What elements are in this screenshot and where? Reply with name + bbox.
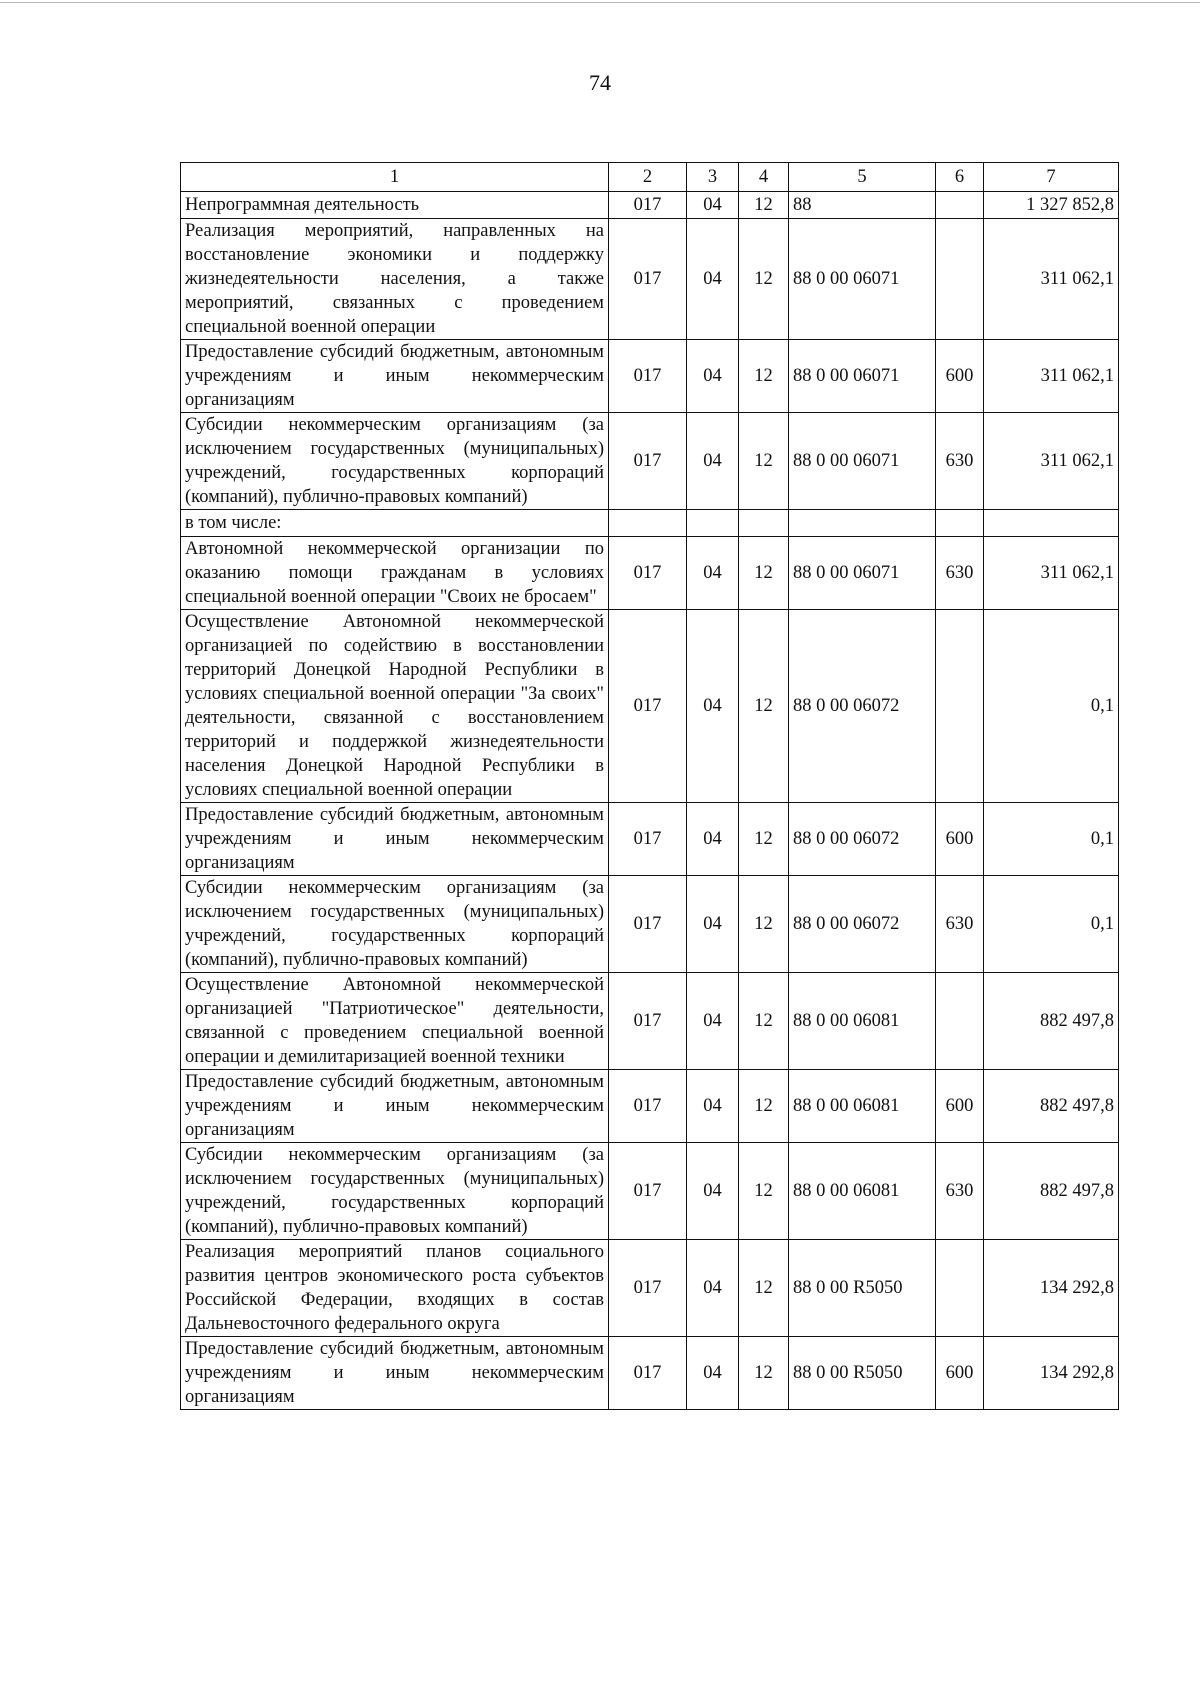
row-section: 04 xyxy=(687,1337,739,1410)
table-row xyxy=(181,510,1119,537)
row-description: Предоставление субсидий бюджетным, автономным учреждениям и иным некоммерческим организациям xyxy=(181,1070,609,1143)
row-target-article: 88 0 00 R5050 xyxy=(789,1240,936,1337)
row-admin-code: 017 xyxy=(609,1070,687,1143)
row-section: 04 xyxy=(687,803,739,876)
table-row xyxy=(181,413,1119,510)
row-amount: 311 062,1 xyxy=(984,537,1119,610)
row-admin-code: 017 xyxy=(609,219,687,340)
row-description: Реализация мероприятий планов социального развития центров экономического роста субъектов Российской Федерации, входящих в состав Дальневосточного федерального округа xyxy=(181,1240,609,1337)
column-header-6: 6 xyxy=(936,163,984,192)
row-amount: 882 497,8 xyxy=(984,1143,1119,1240)
row-subsection: 12 xyxy=(739,803,789,876)
row-admin-code: 017 xyxy=(609,973,687,1070)
row-admin-code: 017 xyxy=(609,340,687,413)
row-subsection: 12 xyxy=(739,1240,789,1337)
table-row xyxy=(181,219,1119,340)
column-header-2: 2 xyxy=(609,163,687,192)
row-description: Предоставление субсидий бюджетным, автономным учреждениям и иным некоммерческим организациям xyxy=(181,803,609,876)
table-row xyxy=(181,537,1119,610)
row-section: 04 xyxy=(687,1240,739,1337)
row-admin-code xyxy=(609,510,687,537)
table-row xyxy=(181,803,1119,876)
row-amount: 882 497,8 xyxy=(984,1070,1119,1143)
row-amount: 311 062,1 xyxy=(984,219,1119,340)
row-amount: 882 497,8 xyxy=(984,973,1119,1070)
row-expense-type: 630 xyxy=(936,413,984,510)
column-header-1: 1 xyxy=(181,163,609,192)
row-expense-type xyxy=(936,219,984,340)
row-expense-type: 630 xyxy=(936,1143,984,1240)
row-amount: 311 062,1 xyxy=(984,413,1119,510)
table-row xyxy=(181,192,1119,219)
row-admin-code: 017 xyxy=(609,803,687,876)
row-subsection: 12 xyxy=(739,340,789,413)
row-expense-type xyxy=(936,1240,984,1337)
row-subsection: 12 xyxy=(739,973,789,1070)
row-section xyxy=(687,510,739,537)
row-amount: 134 292,8 xyxy=(984,1240,1119,1337)
row-description: Непрограммная деятельность xyxy=(181,192,609,219)
row-section: 04 xyxy=(687,340,739,413)
header-row xyxy=(181,163,1119,192)
row-target-article: 88 0 00 06071 xyxy=(789,413,936,510)
row-amount: 0,1 xyxy=(984,610,1119,803)
row-description: Осуществление Автономной некоммерческой организацией "Патриотическое" деятельности, связанной с проведением специальной военной операции и демилитаризацией военной техники xyxy=(181,973,609,1070)
table-row xyxy=(181,1337,1119,1410)
row-amount: 0,1 xyxy=(984,876,1119,973)
table-row xyxy=(181,876,1119,973)
row-expense-type: 630 xyxy=(936,876,984,973)
row-subsection: 12 xyxy=(739,413,789,510)
row-subsection: 12 xyxy=(739,876,789,973)
table-row xyxy=(181,973,1119,1070)
row-description: в том числе: xyxy=(181,510,609,537)
row-amount: 0,1 xyxy=(984,803,1119,876)
row-subsection: 12 xyxy=(739,537,789,610)
row-admin-code: 017 xyxy=(609,192,687,219)
row-expense-type xyxy=(936,510,984,537)
table-row xyxy=(181,1143,1119,1240)
row-subsection: 12 xyxy=(739,1337,789,1410)
table-row xyxy=(181,610,1119,803)
row-amount xyxy=(984,510,1119,537)
table-row xyxy=(181,1240,1119,1337)
row-subsection: 12 xyxy=(739,610,789,803)
row-expense-type xyxy=(936,192,984,219)
row-target-article xyxy=(789,510,936,537)
row-expense-type: 600 xyxy=(936,340,984,413)
row-section: 04 xyxy=(687,1070,739,1143)
row-section: 04 xyxy=(687,610,739,803)
row-expense-type xyxy=(936,610,984,803)
row-target-article: 88 xyxy=(789,192,936,219)
row-amount: 1 327 852,8 xyxy=(984,192,1119,219)
row-expense-type: 600 xyxy=(936,803,984,876)
row-admin-code: 017 xyxy=(609,876,687,973)
scan-top-edge xyxy=(0,2,1200,3)
row-admin-code: 017 xyxy=(609,1143,687,1240)
page-number: 74 xyxy=(589,70,611,95)
row-target-article: 88 0 00 06081 xyxy=(789,1143,936,1240)
row-target-article: 88 0 00 06072 xyxy=(789,803,936,876)
row-subsection: 12 xyxy=(739,192,789,219)
row-amount: 311 062,1 xyxy=(984,340,1119,413)
row-subsection: 12 xyxy=(739,219,789,340)
budget-table xyxy=(180,162,1119,1410)
row-description: Предоставление субсидий бюджетным, автономным учреждениям и иным некоммерческим организациям xyxy=(181,340,609,413)
row-subsection xyxy=(739,510,789,537)
row-target-article: 88 0 00 06071 xyxy=(789,340,936,413)
row-section: 04 xyxy=(687,876,739,973)
row-target-article: 88 0 00 06071 xyxy=(789,219,936,340)
row-description: Предоставление субсидий бюджетным, автономным учреждениям и иным некоммерческим организациям xyxy=(181,1337,609,1410)
column-header-3: 3 xyxy=(687,163,739,192)
row-description: Субсидии некоммерческим организациям (за исключением государственных (муниципальных) учреждений, государственных корпораций (компаний), публично-правовых компаний) xyxy=(181,876,609,973)
row-admin-code: 017 xyxy=(609,1337,687,1410)
row-expense-type: 630 xyxy=(936,537,984,610)
row-expense-type xyxy=(936,973,984,1070)
row-section: 04 xyxy=(687,1143,739,1240)
row-target-article: 88 0 00 06072 xyxy=(789,876,936,973)
column-header-7: 7 xyxy=(984,163,1119,192)
row-target-article: 88 0 00 06081 xyxy=(789,973,936,1070)
row-section: 04 xyxy=(687,973,739,1070)
row-subsection: 12 xyxy=(739,1070,789,1143)
table-row xyxy=(181,1070,1119,1143)
row-target-article: 88 0 00 06072 xyxy=(789,610,936,803)
table-row xyxy=(181,340,1119,413)
column-header-5: 5 xyxy=(789,163,936,192)
row-description: Автономной некоммерческой организации по оказанию помощи гражданам в условиях специальной военной операции "Своих не бросаем" xyxy=(181,537,609,610)
column-header-4: 4 xyxy=(739,163,789,192)
row-section: 04 xyxy=(687,413,739,510)
row-expense-type: 600 xyxy=(936,1337,984,1410)
row-description: Осуществление Автономной некоммерческой организацией по содействию в восстановлении территорий Донецкой Народной Республики в условиях специальной военной операции "За своих" деятельности, связанной с восстановлением территорий и поддержкой жизнедеятельности населения Донецкой Народной Республики в условиях специальной военной операции xyxy=(181,610,609,803)
row-target-article: 88 0 00 06081 xyxy=(789,1070,936,1143)
row-admin-code: 017 xyxy=(609,537,687,610)
row-description: Реализация мероприятий, направленных на восстановление экономики и поддержку жизнедеятельности населения, а также мероприятий, связанных с проведением специальной военной операции xyxy=(181,219,609,340)
row-section: 04 xyxy=(687,219,739,340)
row-section: 04 xyxy=(687,192,739,219)
row-amount: 134 292,8 xyxy=(984,1337,1119,1410)
row-section: 04 xyxy=(687,537,739,610)
row-description: Субсидии некоммерческим организациям (за исключением государственных (муниципальных) учреждений, государственных корпораций (компаний), публично-правовых компаний) xyxy=(181,413,609,510)
row-target-article: 88 0 00 R5050 xyxy=(789,1337,936,1410)
row-expense-type: 600 xyxy=(936,1070,984,1143)
row-admin-code: 017 xyxy=(609,1240,687,1337)
row-description: Субсидии некоммерческим организациям (за исключением государственных (муниципальных) учреждений, государственных корпораций (компаний), публично-правовых компаний) xyxy=(181,1143,609,1240)
row-target-article: 88 0 00 06071 xyxy=(789,537,936,610)
row-subsection: 12 xyxy=(739,1143,789,1240)
row-admin-code: 017 xyxy=(609,610,687,803)
row-admin-code: 017 xyxy=(609,413,687,510)
